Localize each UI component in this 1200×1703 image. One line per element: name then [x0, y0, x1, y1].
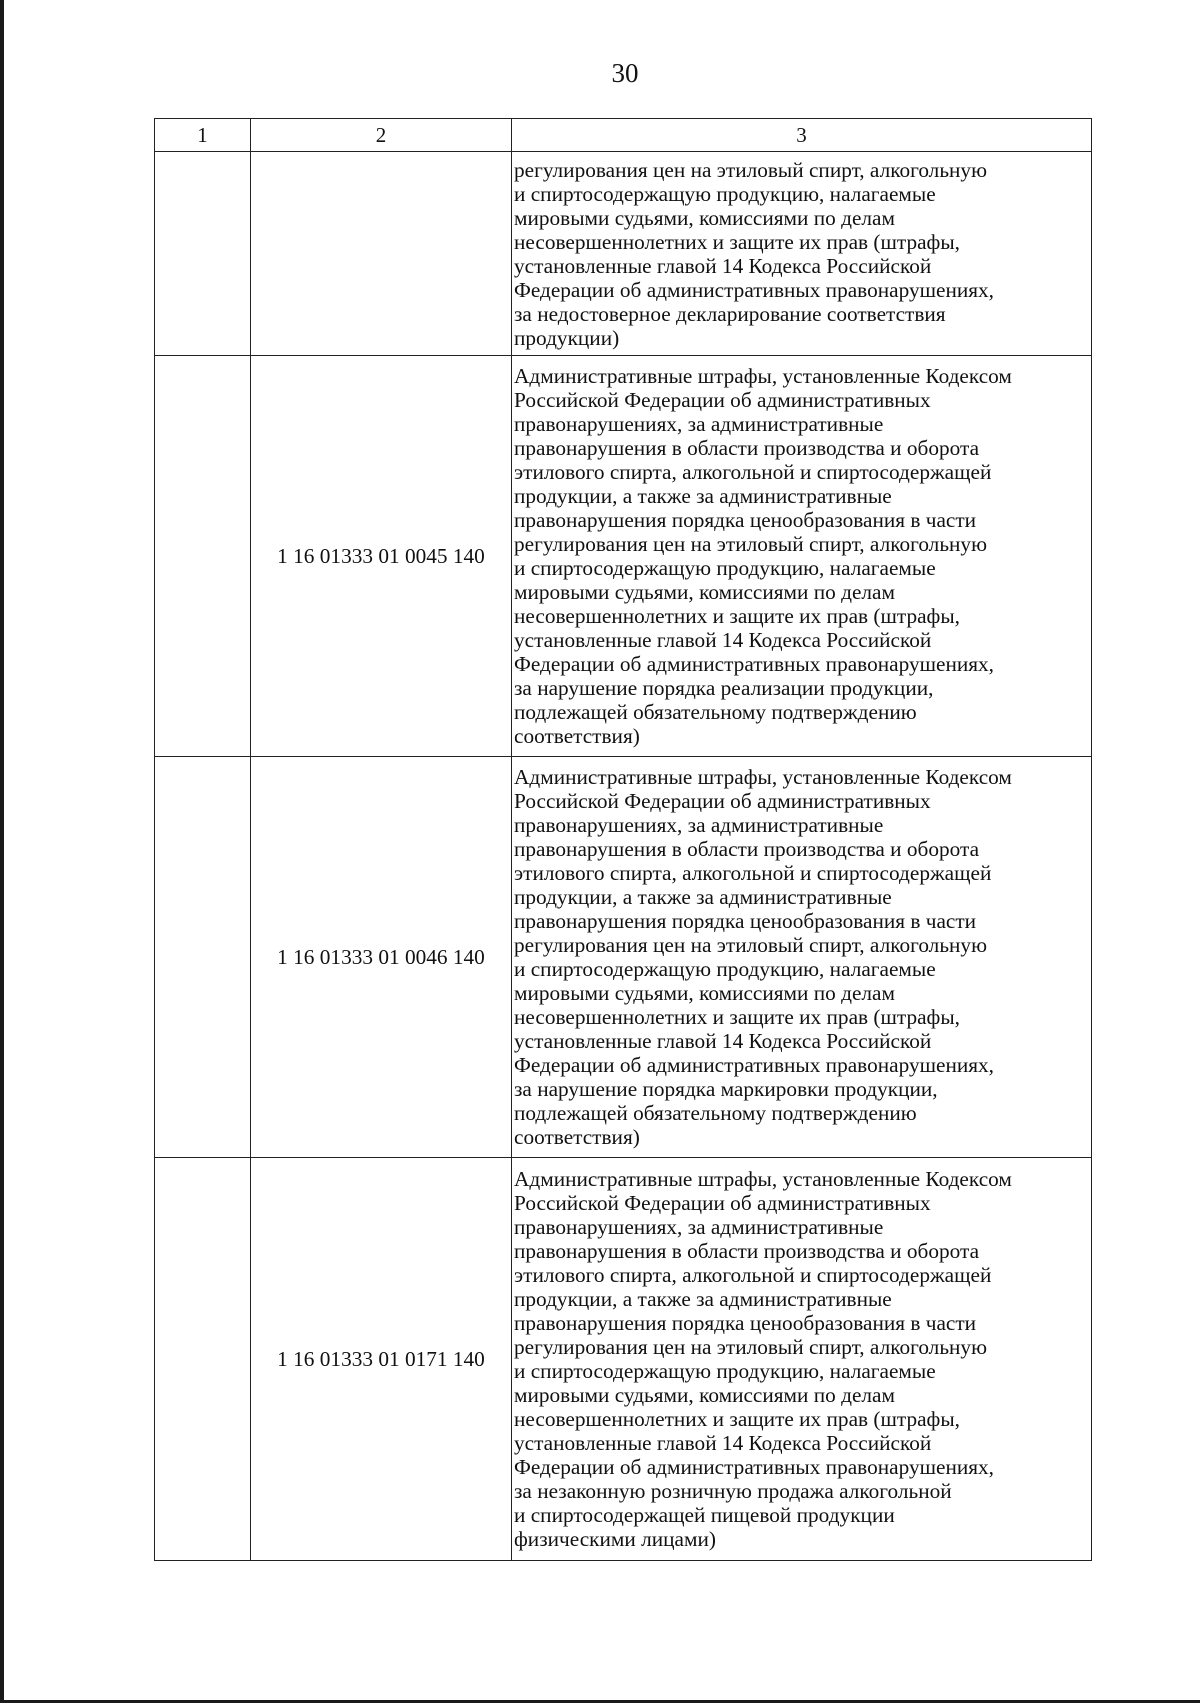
- description-line: Административные штрафы, установленные Кодексом: [514, 765, 1012, 789]
- description-line: правонарушениях, за административные: [514, 412, 884, 436]
- description-line: и спиртосодержащую продукцию, налагаемые: [514, 181, 936, 206]
- table-row: [155, 356, 1092, 757]
- description-line: соответствия): [514, 1125, 640, 1149]
- header-cell-1: 1: [155, 119, 251, 152]
- description-line: продукции, а также за административные: [514, 1287, 892, 1311]
- description-line: продукции): [514, 325, 620, 350]
- description-line: Федерации об административных правонарушениях,: [514, 1053, 995, 1077]
- description-line: мировыми судьями, комиссиями по делам: [514, 1383, 895, 1407]
- description-cell: [512, 356, 1092, 757]
- description-line: продукции, а также за административные: [514, 484, 892, 508]
- page-number: 30: [611, 58, 639, 88]
- description-line: установленные главой 14 Кодекса Российской: [514, 1029, 932, 1053]
- header-cell-3: 3: [512, 119, 1092, 152]
- description-line: правонарушения порядка ценообразования в части: [514, 508, 977, 532]
- description-cell: [512, 1158, 1092, 1561]
- description-cell: [512, 757, 1092, 1158]
- row-col1-cell: [155, 757, 251, 1158]
- description-line: регулирования цен на этиловый спирт, алкогольную: [514, 1335, 987, 1359]
- description-line: Российской Федерации об административных: [514, 1191, 931, 1215]
- description-line: установленные главой 14 Кодекса Российской: [514, 628, 932, 652]
- description-line: регулирования цен на этиловый спирт, алкогольную: [514, 532, 987, 556]
- description-line: за нарушение порядка маркировки продукции,: [514, 1077, 938, 1101]
- description-line: Российской Федерации об административных: [514, 388, 931, 412]
- description-line: мировыми судьями, комиссиями по делам: [514, 205, 895, 230]
- budget-codes-table: [154, 118, 1092, 1561]
- description-line: за недостоверное декларирование соответствия: [514, 301, 946, 326]
- description-line: продукции, а также за административные: [514, 885, 892, 909]
- description-line: подлежащей обязательному подтверждению: [514, 700, 917, 724]
- row-col1-cell: [155, 152, 251, 356]
- description-line: и спиртосодержащую продукцию, налагаемые: [514, 1359, 936, 1383]
- row-col1-cell: [155, 1158, 251, 1561]
- description-line: установленные главой 14 Кодекса Российской: [514, 253, 932, 278]
- description-line: регулирования цен на этиловый спирт, алкогольную: [514, 933, 987, 957]
- description-line: правонарушения порядка ценообразования в части: [514, 909, 977, 933]
- description-line: физическими лицами): [514, 1527, 716, 1551]
- description-line: подлежащей обязательному подтверждению: [514, 1101, 917, 1125]
- description-line: за нарушение порядка реализации продукции,: [514, 676, 934, 700]
- description-line: соответствия): [514, 724, 640, 748]
- description-line: установленные главой 14 Кодекса Российской: [514, 1431, 932, 1455]
- description-line: и спиртосодержащую продукцию, налагаемые: [514, 556, 936, 580]
- table-row: [155, 1158, 1092, 1561]
- description-line: мировыми судьями, комиссиями по делам: [514, 981, 895, 1005]
- table-row: [155, 757, 1092, 1158]
- description-line: несовершеннолетних и защите их прав (штрафы,: [514, 1005, 960, 1029]
- description-line: этилового спирта, алкогольной и спиртосодержащей: [514, 861, 992, 885]
- description-line: несовершеннолетних и защите их прав (штрафы,: [514, 1407, 960, 1431]
- description-line: и спиртосодержащей пищевой продукции: [514, 1503, 895, 1527]
- description-cell: [512, 152, 1092, 356]
- description-line: Федерации об административных правонарушениях,: [514, 1455, 995, 1479]
- description-line: правонарушения в области производства и оборота: [514, 436, 980, 460]
- description-line: этилового спирта, алкогольной и спиртосодержащей: [514, 460, 992, 484]
- description-line: регулирования цен на этиловый спирт, алкогольную: [514, 157, 987, 182]
- description-line: Административные штрафы, установленные Кодексом: [514, 1167, 1012, 1191]
- description-line: правонарушениях, за административные: [514, 1215, 884, 1239]
- description-line: этилового спирта, алкогольной и спиртосодержащей: [514, 1263, 992, 1287]
- budget-code-cell: 1 16 01333 01 0045 140: [251, 356, 512, 757]
- description-line: Федерации об административных правонарушениях,: [514, 277, 995, 302]
- description-line: несовершеннолетних и защите их прав (штрафы,: [514, 229, 960, 254]
- budget-code-cell: 1 16 01333 01 0046 140: [251, 757, 512, 1158]
- description-line: Административные штрафы, установленные Кодексом: [514, 364, 1012, 388]
- scan-border-left: [0, 0, 4, 1703]
- description-line: за незаконную розничную продажа алкогольной: [514, 1479, 952, 1503]
- table-row: [155, 152, 1092, 356]
- description-line: Федерации об административных правонарушениях,: [514, 652, 995, 676]
- description-line: правонарушения в области производства и оборота: [514, 837, 980, 861]
- description-line: мировыми судьями, комиссиями по делам: [514, 580, 895, 604]
- budget-code-cell: 1 16 01333 01 0171 140: [251, 1158, 512, 1561]
- table-header-row: [155, 119, 1092, 152]
- description-line: несовершеннолетних и защите их прав (штрафы,: [514, 604, 960, 628]
- description-line: и спиртосодержащую продукцию, налагаемые: [514, 957, 936, 981]
- description-line: Российской Федерации об административных: [514, 789, 931, 813]
- description-line: правонарушения в области производства и оборота: [514, 1239, 980, 1263]
- description-line: правонарушениях, за административные: [514, 813, 884, 837]
- header-cell-2: 2: [251, 119, 512, 152]
- description-line: правонарушения порядка ценообразования в части: [514, 1311, 977, 1335]
- row-col1-cell: [155, 356, 251, 757]
- budget-code-cell: [251, 152, 512, 356]
